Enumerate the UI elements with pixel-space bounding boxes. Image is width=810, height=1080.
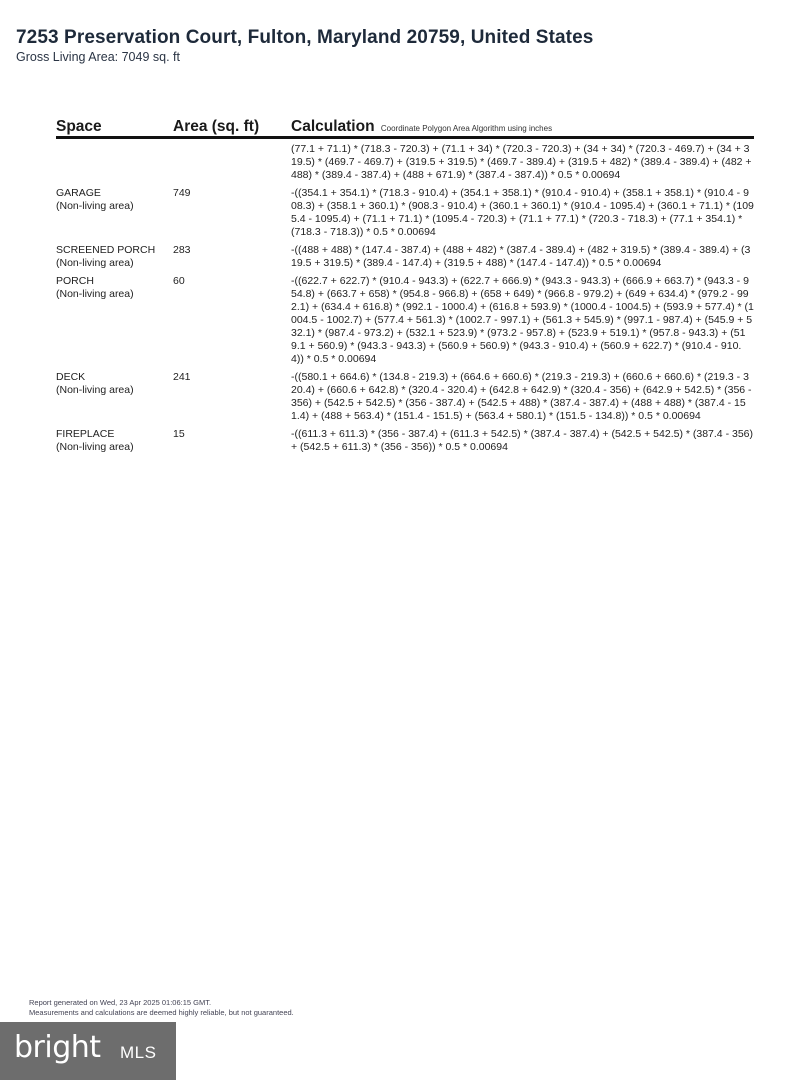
calculation-cell: -((488 + 488) * (147.4 - 387.4) + (488 + 482) * (387.4 - 389.4) + (482 + 319.5) * (389.4 - 389.4) + (319.5 + 319.5) * (389.4 - 147.4) + (319.5 + 488) * (147.4 - 147.4)) * 0.5 * 0.00694 [291,244,751,269]
area-cell: 60 [173,275,185,287]
calculation-cell: -((622.7 + 622.7) * (910.4 - 943.3) + (622.7 + 666.9) * (943.3 - 943.3) + (666.9 + 663.7) * (943.3 - 954.8) + (663.7 + 658) * (954.8 - 966.8) + (658 + 649) * (966.8 - 979.2) + (649 + 634.4) * (979.2 - 992.1) + (634.4 + 616.8) * (992.1 - 1000.4) + (616.8 + 593.9) * (1000.4 - 1004.5) + (593.9 + 577.4) * (1004.5 - 1002.7) + (577.4 + 561.3) * (1002.7 - 997.1) + (561.3 + 545.9) * (997.1 - 987.4) + (545.9 + 532.1) * (987.4 - 973.2) + (532.1 + 523.9) * (973.2 - 957.8) + (523.9 + 519.1) * (957.8 - 943.3) + (519.1 + 560.9) * (943.3 - 943.3) + (560.9 + 560.9) * (943.3 - 910.4) + (560.9 + 622.7) * (910.4 - 910.4)) * 0.5 * 0.00694 [291,275,754,365]
space-name: DECK [56,371,86,383]
area-cell: 15 [173,428,185,440]
table-row [56,143,754,182]
space-note: (Non-living area) [56,288,134,300]
calculation-cell: (77.1 + 71.1) * (718.3 - 720.3) + (71.1 + 34) * (720.3 - 720.3) + (34 + 34) * (720.3 - 469.7) + (34 + 319.5) * (469.7 - 469.7) + (319.5 + 319.5) * (469.7 - 389.4) + (319.5 + 482) * (389.4 - 389.4) + (482 + 488) * (389.4 - 387.4) + (488 + 671.9) * (387.4 - 387.4)) * 0.5 * 0.00694 [291,143,752,181]
space-name: FIREPLACE [56,428,115,440]
table-row [56,244,754,270]
calculation-table [56,118,754,454]
space-cell [56,428,173,454]
space-cell [56,187,173,213]
table-row [56,275,754,366]
table-row [56,187,754,239]
table-row [56,428,754,454]
report-footer [29,998,294,1017]
calculation-cell: -((354.1 + 354.1) * (718.3 - 910.4) + (354.1 + 358.1) * (910.4 - 910.4) + (358.1 + 358.1) * (910.4 - 908.3) + (358.1 + 360.1) * (908.3 - 910.4) + (360.1 + 360.1) * (910.4 - 1095.4) + (360.1 + 71.1) * (1095.4 - 1095.4) + (71.1 + 71.1) * (1095.4 - 720.3) + (71.1 + 77.1) * (720.3 - 718.3) + (77.1 + 354.1) * (718.3 - 718.3)) * 0.5 * 0.00694 [291,187,754,238]
report-generated-text: Report generated on Wed, 23 Apr 2025 01:06:15 GMT. [29,998,212,1007]
header-calculation-note: Coordinate Polygon Area Algorithm using inches [380,124,553,133]
gross-living-area: Gross Living Area: 7049 sq. ft [16,50,180,64]
header-calculation [291,118,754,136]
header-area: Area (sq. ft) [173,118,260,135]
table-row [56,371,754,423]
area-cell: 283 [173,244,191,256]
space-note: (Non-living area) [56,441,134,453]
table-header [56,118,754,139]
space-cell [56,275,173,301]
space-note: (Non-living area) [56,200,134,212]
space-note: (Non-living area) [56,257,134,269]
page-title: 7253 Preservation Court, Fulton, Maryland 20759, United States [16,27,594,48]
calculation-cell: -((611.3 + 611.3) * (356 - 387.4) + (611.3 + 542.5) * (387.4 - 387.4) + (542.5 + 542.5) * (387.4 - 356) + (542.5 + 611.3) * (356 - 356)) * 0.5 * 0.00694 [291,428,753,453]
space-cell [56,244,173,270]
bright-mls-logo [0,1022,176,1080]
area-cell: 241 [173,371,191,383]
space-name: SCREENED PORCH [56,244,156,256]
disclaimer-text: Measurements and calculations are deemed highly reliable, but not guaranteed. [29,1007,294,1017]
space-name: GARAGE [56,187,101,199]
calculation-cell: -((580.1 + 664.6) * (134.8 - 219.3) + (664.6 + 660.6) * (219.3 - 219.3) + (660.6 + 660.6) * (219.3 - 320.4) + (660.6 + 642.8) * (320.4 - 320.4) + (642.8 + 642.9) * (320.4 - 356) + (642.9 + 542.5) * (356 - 356) + (542.5 + 542.5) * (356 - 387.4) + (542.5 + 488) * (387.4 - 387.4) + (488 + 488) * (387.4 - 151.4) + (488 + 563.4) * (151.4 - 151.5) + (563.4 + 580.1) * (151.5 - 134.8)) * 0.5 * 0.00694 [291,371,752,422]
space-note: (Non-living area) [56,384,134,396]
area-cell: 749 [173,187,191,199]
logo-bright-text: bright [14,1030,101,1065]
logo-mls-text: MLS [120,1043,157,1062]
header-space: Space [56,118,102,135]
space-name: PORCH [56,275,94,287]
header-calculation-label: Calculation [291,118,375,135]
space-cell [56,371,173,397]
